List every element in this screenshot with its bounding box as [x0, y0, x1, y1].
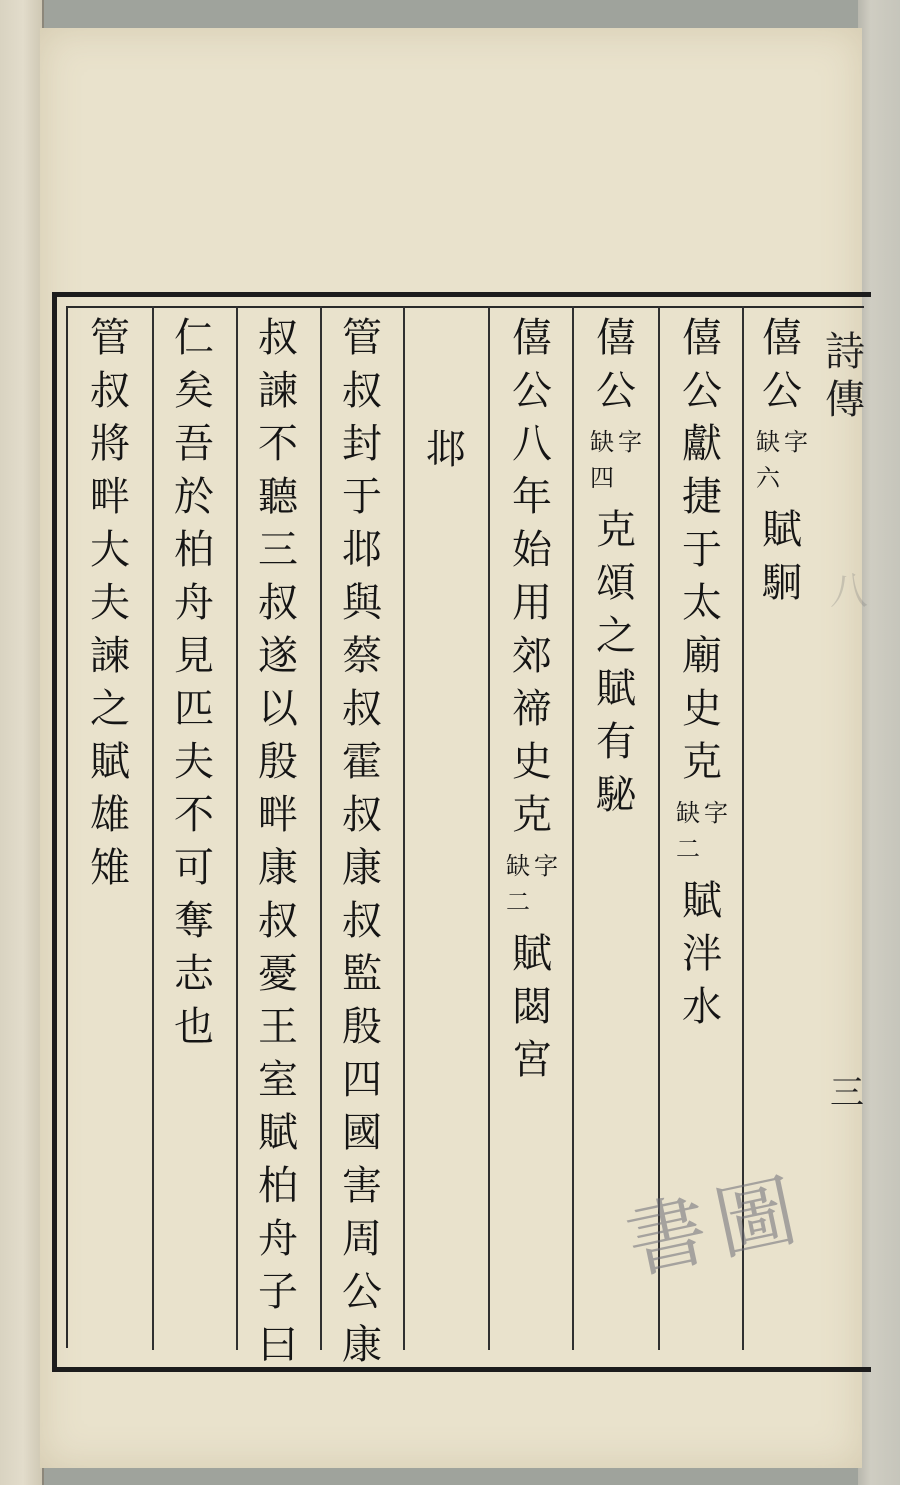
character: 諫: [90, 633, 130, 679]
character: 叔: [342, 368, 382, 414]
character: 以: [258, 686, 298, 732]
interlinear-note: [676, 801, 728, 873]
header-title: [825, 320, 865, 423]
margin-mark: 八: [830, 569, 869, 613]
header-char: 傳: [825, 377, 865, 423]
character: 管: [342, 315, 382, 361]
character: 于: [342, 474, 382, 520]
character: 公: [762, 368, 802, 414]
note-subcolumn: [506, 854, 530, 926]
character: 見: [174, 633, 214, 679]
character: 用: [512, 580, 552, 626]
character: 吾: [174, 421, 214, 467]
character: 曰: [258, 1322, 298, 1368]
character: 康: [342, 1322, 382, 1368]
page-number: 三: [830, 1073, 864, 1113]
text-column: [422, 427, 470, 483]
character: 閟: [512, 984, 552, 1030]
note-character: 缺: [506, 852, 530, 880]
character: 叔: [258, 315, 298, 361]
note-character: 字: [784, 428, 808, 456]
interlinear-note: [590, 430, 642, 502]
character: 殷: [342, 1004, 382, 1050]
character: 有: [596, 719, 636, 765]
character: 遂: [258, 633, 298, 679]
character: 邶: [342, 527, 382, 573]
character: 克: [682, 739, 722, 785]
text-column: [86, 315, 134, 901]
character: 舟: [174, 580, 214, 626]
character: 仁: [174, 315, 214, 361]
character: 夫: [90, 580, 130, 626]
character: 克: [596, 507, 636, 553]
character: 賦: [762, 507, 802, 553]
character: 康: [342, 845, 382, 891]
character: 公: [512, 368, 552, 414]
character: 聽: [258, 474, 298, 520]
interlinear-note: [506, 854, 558, 926]
note-character: 四: [590, 464, 614, 492]
character: 駜: [596, 772, 636, 818]
character: 雄: [90, 792, 130, 838]
note-subcolumn: [676, 801, 700, 873]
note-subcolumn: [534, 854, 558, 890]
character: 叔: [258, 580, 298, 626]
character: 公: [682, 368, 722, 414]
note-subcolumn: [590, 430, 614, 502]
character: 賦: [682, 878, 722, 924]
character: 雉: [90, 845, 130, 891]
note-character: 缺: [590, 428, 614, 456]
character: 頌: [596, 560, 636, 606]
character: 三: [258, 527, 298, 573]
column-rule: [152, 306, 154, 1350]
character: 公: [596, 368, 636, 414]
character: 僖: [512, 315, 552, 361]
character: 賦: [90, 739, 130, 785]
character: 賦: [512, 931, 552, 977]
text-column: [590, 315, 642, 828]
character: 與: [342, 580, 382, 626]
header-char: 詩: [825, 329, 865, 375]
note-character: 缺: [676, 799, 700, 827]
character: 廟: [682, 633, 722, 679]
column-rule: [236, 306, 238, 1350]
character: 監: [342, 951, 382, 997]
note-character: 字: [704, 799, 728, 827]
character: 八: [512, 421, 552, 467]
seal-character: 圖: [706, 1163, 805, 1272]
character: 蔡: [342, 633, 382, 679]
character: 獻: [682, 421, 722, 467]
character: 柏: [174, 527, 214, 573]
note-character: 字: [534, 852, 558, 880]
character: 四: [342, 1057, 382, 1103]
character: 太: [682, 580, 722, 626]
character: 封: [342, 421, 382, 467]
character: 史: [512, 739, 552, 785]
previous-page-edge: [0, 0, 44, 1485]
text-column: [756, 315, 808, 616]
character: 也: [174, 1004, 214, 1050]
character: 禘: [512, 686, 552, 732]
character: 子: [258, 1269, 298, 1315]
note-subcolumn: [618, 430, 642, 466]
seal-character: 書: [618, 1182, 717, 1291]
character: 夫: [174, 739, 214, 785]
character: 憂: [258, 951, 298, 997]
character: 賦: [258, 1110, 298, 1156]
character: 僖: [762, 315, 802, 361]
character: 于: [682, 527, 722, 573]
note-subcolumn: [704, 801, 728, 837]
column-rule: [488, 306, 490, 1350]
character: 殷: [258, 739, 298, 785]
note-character: 二: [676, 835, 700, 863]
character: 志: [174, 951, 214, 997]
character: 之: [596, 613, 636, 659]
character: 畔: [90, 474, 130, 520]
character: 室: [258, 1057, 298, 1103]
text-column: [170, 315, 218, 1060]
note-subcolumn: [784, 430, 808, 466]
character: 可: [174, 845, 214, 891]
character: 管: [90, 315, 130, 361]
text-column: [676, 315, 728, 1040]
character: 矣: [174, 368, 214, 414]
character: 水: [682, 984, 722, 1030]
note-subcolumn: [756, 430, 780, 502]
character: 奪: [174, 898, 214, 944]
column-rule: [572, 306, 574, 1350]
column-rule: [320, 306, 322, 1350]
character: 柏: [258, 1163, 298, 1209]
character: 害: [342, 1163, 382, 1209]
character: 賦: [596, 666, 636, 712]
character: 捷: [682, 474, 722, 520]
character: 將: [90, 421, 130, 467]
note-character: 缺: [756, 428, 780, 456]
character: 公: [342, 1269, 382, 1315]
character: 舟: [258, 1216, 298, 1262]
character: 不: [258, 421, 298, 467]
character: 匹: [174, 686, 214, 732]
character: 於: [174, 474, 214, 520]
character: 邶: [426, 427, 466, 473]
character: 泮: [682, 931, 722, 977]
character: 叔: [90, 368, 130, 414]
note-character: 字: [618, 428, 642, 456]
note-character: 六: [756, 464, 780, 492]
character: 叔: [342, 898, 382, 944]
character: 駉: [762, 560, 802, 606]
character: 畔: [258, 792, 298, 838]
character: 之: [90, 686, 130, 732]
interlinear-note: [756, 430, 808, 502]
character: 叔: [342, 792, 382, 838]
character: 國: [342, 1110, 382, 1156]
column-rule: [403, 306, 405, 1350]
character: 諫: [258, 368, 298, 414]
character: 史: [682, 686, 722, 732]
character: 大: [90, 527, 130, 573]
character: 僖: [596, 315, 636, 361]
character: 宮: [512, 1037, 552, 1083]
character: 叔: [342, 686, 382, 732]
text-column: [254, 315, 302, 1378]
character: 年: [512, 474, 552, 520]
character: 郊: [512, 633, 552, 679]
text-column: [506, 315, 558, 1093]
text-column: [338, 315, 386, 1378]
character: 不: [174, 792, 214, 838]
note-character: 二: [506, 888, 530, 916]
character: 始: [512, 527, 552, 573]
character: 霍: [342, 739, 382, 785]
character: 僖: [682, 315, 722, 361]
character: 周: [342, 1216, 382, 1262]
character: 康: [258, 845, 298, 891]
character: 克: [512, 792, 552, 838]
character: 王: [258, 1004, 298, 1050]
character: 叔: [258, 898, 298, 944]
